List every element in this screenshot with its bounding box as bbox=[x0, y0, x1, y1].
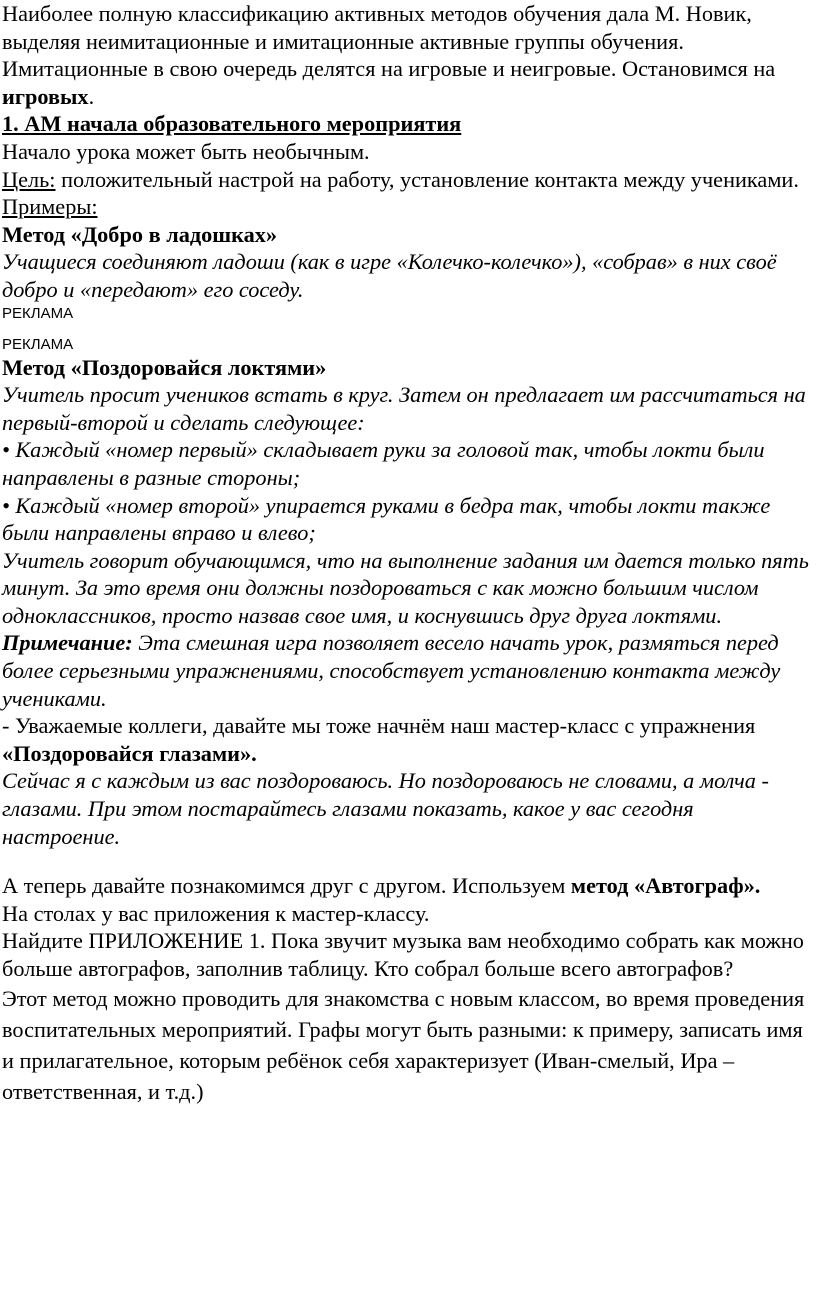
appendix-line: Найдите ПРИЛОЖЕНИЕ 1. Пока звучит музыка вам необходимо собрать как можно больше автографов, заполнив таблицу. Кто собрал больше всего автографов? bbox=[2, 928, 804, 981]
intro-paragraph bbox=[2, 0, 810, 110]
goal-label: Цель: bbox=[2, 166, 56, 192]
method1-description: Учащиеся соединяют ладоши (как в игре «Колечко-колечко»), «собрав» в них своё добро и «передают» его соседу. bbox=[2, 249, 777, 302]
masterclass-italic-2: глазами. При этом постарайтесь глазами показать, какое у вас сегодня настроение. bbox=[2, 796, 694, 849]
method2-title: Метод «Поздоровайся локтями» bbox=[2, 354, 327, 380]
method2-note bbox=[2, 629, 810, 712]
advertisement-label-1[interactable]: РЕКЛАМА bbox=[2, 304, 74, 322]
method2-line: Учитель говорит обучающимся, что на выполнение задания им дается только пять минут. За это время они должны поздороваться с как можно большим числом одноклассников, просто назвав свое имя, и коснувшись друг друга локтями. bbox=[2, 547, 809, 628]
note-label: Примечание: bbox=[2, 630, 133, 656]
intro-text: Наиболее полную классификацию активных методов обучения дала М. Новик, выделяя неимитационные и имитационные активные группы обучения. Имитационные в свою очередь делятся на игровые и неигровые. Остановимся на bbox=[2, 1, 776, 82]
method1-title: Метод «Добро в ладошках» bbox=[2, 221, 278, 247]
lesson-start-line: Начало урока может быть необычным. bbox=[2, 138, 370, 164]
section-heading: 1. АМ начала образовательного мероприятия bbox=[2, 111, 462, 137]
autograph-paragraph bbox=[2, 872, 810, 900]
masterclass-paragraph bbox=[2, 712, 810, 767]
advertisement-label-2[interactable]: РЕКЛАМА bbox=[2, 335, 74, 353]
method2-bullet-first: • Каждый «номер первый» складывает руки за головой так, чтобы локти были направлены в разные стороны; bbox=[2, 437, 765, 490]
masterclass-italic-1: Сейчас я с каждым из вас поздороваюсь. Но поздороваюсь не словами, а молча - bbox=[2, 768, 769, 794]
tables-line: На столах у вас приложения к мастер-классу. bbox=[2, 900, 430, 926]
autograph-method-name: метод «Автограф». bbox=[570, 873, 761, 899]
examples-label: Примеры: bbox=[2, 194, 98, 220]
final-paragraph: Этот метод можно проводить для знакомства с новым классом, во время проведения воспитательных мероприятий. Графы могут быть разными: к примеру, записать имя и прилагательное, которым ребёнок себя характеризует (Иван-смелый, Ира –ответственная, и т.д.) bbox=[2, 985, 805, 1104]
masterclass-text: - Уважаемые коллеги, давайте мы тоже начнём наш мастер-класс с упражнения bbox=[2, 713, 756, 739]
note-text: Эта смешная игра позволяет весело начать урок, размяться перед более серьезными упражнениями, способствует установлению контакта между учениками. bbox=[2, 630, 781, 711]
autograph-text: А теперь давайте познакомимся друг с другом. Используем bbox=[2, 873, 571, 899]
intro-end: . bbox=[88, 83, 95, 109]
masterclass-exercise-name: «Поздоровайся глазами». bbox=[2, 740, 257, 766]
method2-bullet-second: • Каждый «номер второй» упирается руками в бедра так, чтобы локти также были направлены вправо и влево; bbox=[2, 492, 771, 546]
goal-text: положительный настрой на работу, установление контакта между учениками. bbox=[55, 166, 799, 192]
intro-bold-word: игровых bbox=[2, 83, 89, 109]
method2-line: Учитель просит учеников встать в круг. Затем он предлагает им рассчитаться на первый-второй и сделать следующее: bbox=[2, 382, 806, 435]
paragraph-gap bbox=[2, 850, 810, 872]
goal-paragraph bbox=[2, 166, 810, 194]
